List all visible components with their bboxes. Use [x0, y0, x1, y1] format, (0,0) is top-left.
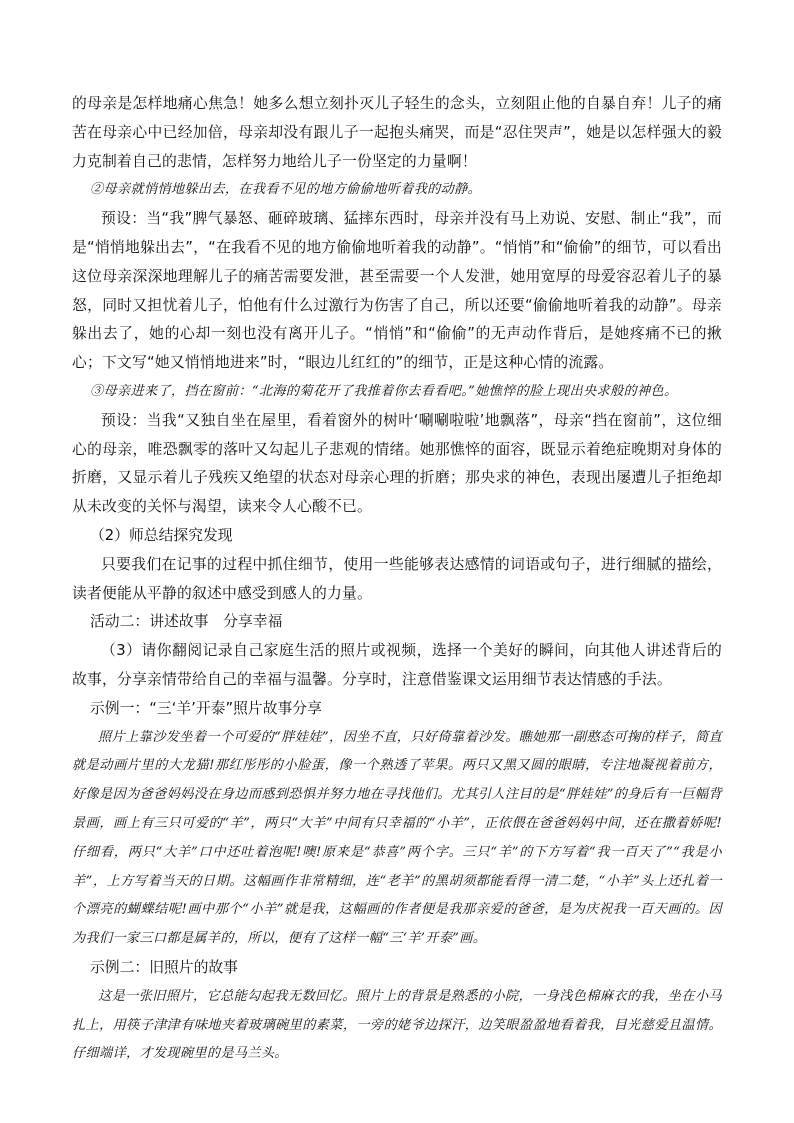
heading-summary: （2）师总结探究发现 — [90, 526, 233, 544]
paragraph-summary: 只要我们在记事的过程中抓住细节，使用一些能够表达感情的词语或句子，进行细腻的描绘，读者便能从平静的叙述中感受到感人的力量。 — [72, 555, 722, 602]
paragraph-mother-anxious: 的母亲是怎样地痛心焦急！她多么想立刻扑灭儿子轻生的念头，立刻阻止他的自暴自弃！儿子的痛苦在母亲心中已经加倍，母亲却没有跟儿子一起抱头痛哭，而是“忍住哭声”，她是以怎样强大的毅力克制着自己的悲情，怎样努力地给儿子一份坚定的力量啊！ — [72, 95, 722, 170]
paragraph-task: （3）请你翻阅记录自己家庭生活的照片或视频，选择一个美好的瞬间，向其他人讲述背后的故事，分享亲情带给自己的幸福与温馨。分享时，注意借鉴课文运用细节表达情感的手法。 — [72, 642, 722, 688]
document-body — [72, 90, 722, 1069]
paragraph-preset-window: 预设：当我“又独自坐在屋里，看着窗外的树叶‘唰唰啦啦’地飘落”，母亲“挡在窗前”，这位细心的母亲，唯恐飘零的落叶又勾起儿子悲观的情绪。她那憔悴的面容，既显示着绝症晚期对身体的折磨，又显示着儿子残疾又绝望的状态对母亲心理的折磨；那央求的神色，表现出屡遭儿子拒绝却从未改变的关怀与渴望，读来令人心酸不已。 — [72, 411, 722, 516]
heading-activity-two: 活动二：讲述故事 分享幸福 — [90, 613, 283, 631]
paragraph-preset-hide: 预设：当“我”脾气暴怒、砸碎玻璃、猛摔东西时，母亲并没有马上劝说、安慰、制止“我”，而是“悄悄地躲出去”，“在我看不见的地方偷偷地听着我的动静”。“悄悄”和“偷偷”的细节，可以看出这位母亲深深地理解儿子的痛苦需要发泄，甚至需要一个人发泄，她用宽厚的母爱容忍着儿子的暴怒，同时又担忧着儿子，怕他有什么过激行为伤害了自己，所以还要“偷偷地听着我的动静”。母亲躲出去了，她的心却一刻也没有离开儿子。“悄悄”和“偷偷”的无声动作背后，是她疼痛不已的揪心；下文写“她又悄悄地进来”时，“眼边儿红红的”的细节，正是这种心情的流露。 — [72, 210, 722, 372]
quote-hide-out: ②母亲就悄悄地躲出去，在我看不见的地方偷偷地听着我的动静。 — [90, 182, 482, 198]
heading-example-one: 示例一：“三‘羊’开泰”照片故事分享 — [90, 699, 322, 717]
paragraph-example-one: 照片上靠沙发坐着一个可爱的“胖娃娃”，因坐不直，只好倚靠着沙发。瞧她那一副憨态可掬的样子，简直就是动画片里的大龙猫!那红彤彤的小脸蛋，像一个熟透了苹果。两只又黑又圆的眼睛，专注地凝视着前方，好像是因为爸爸妈妈没在身边而感到恐惧并努力地在寻找他们。尤其引人注目的是“胖娃娃”的身后有一巨幅背景画，画上有三只可爱的“羊”，两只“大羊”中间有只幸福的“小羊”，正依偎在爸爸妈妈中间，还在撒着娇呢!仔细看，两只“大羊”口中还吐着泡呢!噢!原来是“恭喜”两个字。三只“羊”的下方写着“我一百天了”“我是小羊”，上方写着当天的日期。这幅画作非常精细，连“老羊”的黑胡须都能看得一清二楚，“小羊”头上还扎着一个漂亮的蝴蝶结呢!画中那个“小羊”就是我，这幅画的作者便是我那亲爱的爸爸，是为庆祝我一百天画的。因为我们一家三口都是属羊的，所以，便有了这样一幅“三‘羊’开泰”画。 — [72, 729, 722, 947]
paragraph-example-two: 这是一张旧照片，它总能勾起我无数回忆。照片上的背景是熟悉的小院，一身浅色棉麻衣的我，坐在小马扎上，用筷子津津有味地夹着玻璃碗里的素菜，一旁的姥爷边探汗，边笑眼盈盈地看着我，目光慈爱且温情。仔细端详，才发现碗里的是马兰头。 — [72, 988, 722, 1062]
heading-example-two: 示例二：旧照片的故事 — [90, 958, 238, 976]
quote-window: ③母亲进来了，挡在窗前：“北海的菊花开了我推着你去看看吧。”她憔悴的脸上现出央求般的神色。 — [90, 383, 678, 399]
